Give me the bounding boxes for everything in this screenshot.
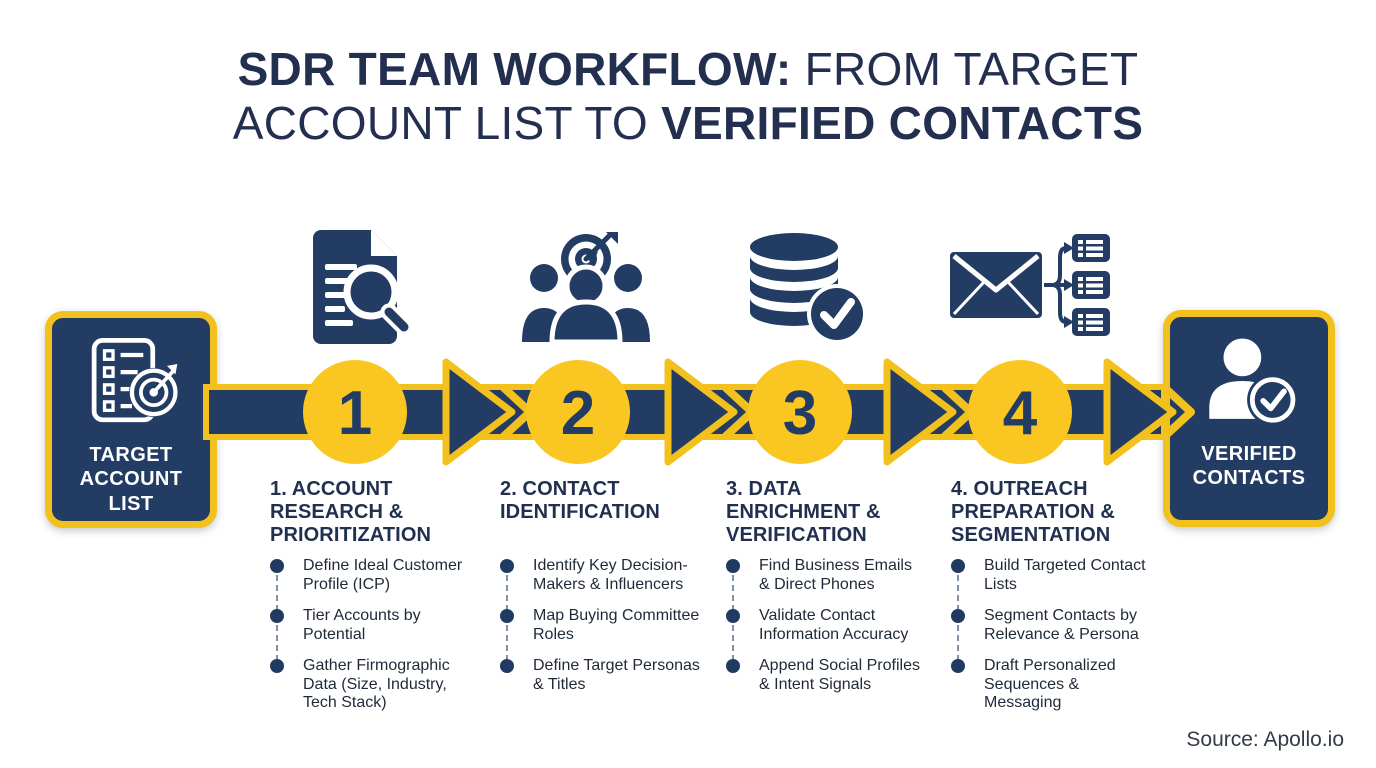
- database-check-icon: [737, 228, 865, 349]
- bullet-dot: [270, 609, 284, 623]
- person-check-icon: [1197, 333, 1301, 434]
- list-item: Append Social Profiles & Intent Signals: [726, 657, 926, 694]
- document-search-icon: [303, 226, 415, 351]
- bullet-connector: [957, 625, 959, 661]
- step-3-number: 3: [782, 379, 818, 448]
- email-segmentation-icon: [948, 230, 1110, 347]
- step-2-number: 2: [560, 379, 596, 448]
- step-3-bullets: [726, 557, 926, 694]
- start-node-label: TARGET ACCOUNT LIST: [79, 444, 183, 515]
- list-item: Map Buying Committee Roles: [500, 607, 700, 657]
- list-item: Tier Accounts by Potential: [270, 607, 470, 657]
- bullet-connector: [276, 575, 278, 611]
- list-item: Build Targeted Contact Lists: [951, 557, 1151, 607]
- bullet-dot: [500, 659, 514, 673]
- step-4-title: 4. OUTREACH PREPARATION & SEGMENTATION: [951, 478, 1115, 546]
- start-node-target-account-list: [45, 311, 217, 528]
- end-node-label: VERIFIED CONTACTS: [1192, 443, 1306, 490]
- bullet-connector: [506, 575, 508, 611]
- title-line-1: SDR TEAM WORKFLOW: FROM TARGET: [237, 43, 1139, 95]
- bullet-dot: [500, 559, 514, 573]
- checklist-target-icon: [79, 334, 183, 435]
- step-4-bullets: [951, 557, 1151, 713]
- bullet-connector: [957, 575, 959, 611]
- bullet-connector: [506, 625, 508, 661]
- step-3-title: 3. DATA ENRICHMENT & VERIFICATION: [726, 478, 881, 546]
- bullet-dot: [726, 609, 740, 623]
- list-item: Segment Contacts by Relevance & Persona: [951, 607, 1151, 657]
- list-item: Define Ideal Customer Profile (ICP): [270, 557, 470, 607]
- step-3-column: [726, 478, 926, 694]
- list-item: Validate Contact Information Accuracy: [726, 607, 926, 657]
- workflow-arrow: [198, 354, 1208, 470]
- step-1-number: 1: [337, 379, 373, 448]
- bullet-connector: [732, 625, 734, 661]
- bullet-dot: [270, 559, 284, 573]
- bullet-connector: [732, 575, 734, 611]
- page-title: [0, 42, 1376, 151]
- bullet-dot: [951, 609, 965, 623]
- audience-target-icon: [518, 232, 654, 349]
- list-item: Gather Firmographic Data (Size, Industry, Tech Stack): [270, 657, 470, 713]
- bullet-dot: [951, 559, 965, 573]
- source-attribution: Source: Apollo.io: [1186, 728, 1344, 751]
- bullet-dot: [270, 659, 284, 673]
- bullet-connector: [276, 625, 278, 661]
- list-item: Draft Personalized Sequences & Messaging: [951, 657, 1151, 713]
- bullet-dot: [951, 659, 965, 673]
- list-item: Define Target Personas & Titles: [500, 657, 700, 694]
- step-1-title: 1. ACCOUNT RESEARCH & PRIORITIZATION: [270, 478, 432, 546]
- step-1-column: [270, 478, 470, 713]
- bullet-dot: [726, 559, 740, 573]
- step-2-title: 2. CONTACT IDENTIFICATION: [500, 478, 660, 523]
- step-4-column: [951, 478, 1151, 713]
- title-line-2: ACCOUNT LIST TO VERIFIED CONTACTS: [232, 97, 1144, 150]
- step-2-column: [500, 478, 700, 694]
- list-item: Find Business Emails & Direct Phones: [726, 557, 926, 607]
- step-1-bullets: [270, 557, 470, 713]
- list-item: Identify Key Decision-Makers & Influencers: [500, 557, 700, 607]
- step-4-number: 4: [1002, 379, 1038, 448]
- bullet-dot: [500, 609, 514, 623]
- step-2-bullets: [500, 557, 700, 694]
- bullet-dot: [726, 659, 740, 673]
